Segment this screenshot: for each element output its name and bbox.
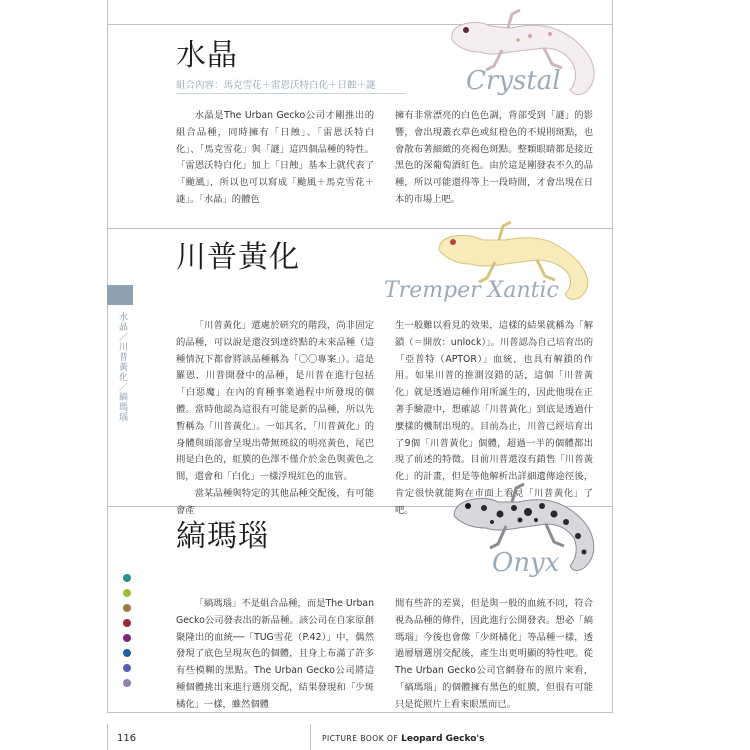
- section-title-tremper: 川普黃化: [176, 240, 300, 275]
- paragraph: 當某品種與特定的其他品種交配後，有可能會產: [176, 487, 374, 516]
- paragraph: 「縞瑪瑙」不是組合品種，而是The Urban Gecko公司發表出的新品種。該公司在自家原創聚隆出的血統──「TUG雪花（P.42）」中，偶然發現了底色呈現灰色的個體，且身上布滿了許多有些模糊的黑點。The Urban Gecko公司將這種個體挑出來進行選別交配，結果發現和「少斑橘化」一樣，雖然個體: [176, 598, 374, 710]
- color-dot: [123, 589, 131, 597]
- script-label-crystal: Crystal: [466, 66, 561, 96]
- chapter-tab-icon: [107, 285, 133, 305]
- color-dot: [123, 649, 131, 657]
- color-dot: [123, 664, 131, 672]
- paragraph: 擁有非常漂亮的白色色調，背部受到「謎」的影響，會出現叢衣草色或紅橙色的不規則斑點，也會散布著細緻的亮褐色斑點。整顆眼睛都是接近黑色的深葡萄酒紅色。由於這是剛發表不久的品種，所以可能還得等上一段時間，才會出現在日本的市場上吧。: [395, 110, 593, 205]
- body-text-tremper-col1: [176, 318, 374, 520]
- section-title-crystal: 水晶: [176, 38, 238, 73]
- chapter-side-label: 水晶／川普黃化／縞瑪瑙: [117, 312, 127, 422]
- body-text-onyx-col1: [176, 596, 374, 714]
- paragraph: 間有些許的差異，但是與一般的血統不同，符合視為品種的條件，因此進行公開發表。想必「縞瑪瑙」今後也會像「少斑橘化」等品種一樣，透過層層選別交配後，產生出更明顯的特性吧。從The Urban Gecko公司官網發布的照片來看，「縞瑪瑙」的個體擁有黑色的虹膜，但很有可能只是從照片上看來眼黑而已。: [395, 598, 593, 710]
- page-number: 116: [117, 733, 137, 744]
- book-title-prefix: PICTURE BOOK OF: [322, 734, 399, 743]
- book-title: [322, 734, 485, 744]
- left-margin-rule: [107, 0, 108, 712]
- color-dot: [123, 679, 131, 687]
- color-dot: [123, 574, 131, 582]
- right-margin-rule: [612, 0, 613, 712]
- script-label-tremper: Tremper Xantic: [384, 278, 559, 303]
- color-dot: [123, 604, 131, 612]
- color-dot-index: [123, 574, 133, 694]
- color-dot: [123, 619, 131, 627]
- paragraph: 生一般難以看見的效果，這樣的結果就稱為「解鎖（＝開放：unlock）」。川普認為自己培育出的「亞普特（APTOR）」血統，也具有解鎖的作用。如果川普的推測沒錯的話，這個「川普黃化」就是透過這種作用所誕生的，因此他現在正著手驗證中，想確認「川普黃化」到底是透過什麼樣的機制出現的。目前為止，川普已經培育出了9個「川普黃化」個體，超過一半的個體都出現了前述的特徵。目前川普還沒有銷售「川普黃化」的計畫，但是等他解析出詳細遺傳途徑後，肯定很快就能夠在市面上看見「川普黃化」了吧。: [395, 320, 593, 516]
- combo-text-crystal: 組合內容：馬克雪花＋雷恩沃特白化＋日蝕＋謎: [176, 80, 376, 91]
- script-label-onyx: Onyx: [492, 548, 560, 578]
- footer-rule: [107, 712, 613, 713]
- color-dot: [123, 634, 131, 642]
- section-title-onyx: 縞瑪瑙: [176, 519, 269, 554]
- paragraph: 「川普黃化」還處於研究的階段，尚非固定的品種，可以說是還沒到達終點的未來品種（這種情況下都會將該品種稱為「〇〇專案」）。這是羅恩．川普開發中的品種，是川普在進行包括「白惡魔」在內的育種事業過程中所發現的個體。當時他認為這很有可能是新的品種，所以先暫稱為「川普黃化」。一如其名，「川普黃化」的身體與頭部會呈現出帶無斑紋的明亮黃色，尾巴則是白色的，虹膜的色澤不僅介於金色與黃色之間，還會和「白化」一樣浮現紅色的血管。: [176, 320, 374, 483]
- footer-separator: [310, 724, 311, 750]
- body-text-onyx-col2: [395, 596, 593, 714]
- book-title-name: Leopard Gecko's: [401, 734, 485, 744]
- combo-underline: [176, 93, 406, 94]
- footer-separator: [107, 724, 108, 750]
- body-text-crystal-col1: [176, 108, 374, 209]
- paragraph: 水晶是The Urban Gecko公司才剛推出的組合品種，同時擁有「日蝕」、「雷恩沃特白化」、「馬克雪花」與「謎」這四個品種的特性。「雷恩沃特白化」加上「日蝕」基本上就代表了「颱風」，所以也可以寫成「颱風＋馬克雪花＋謎」。「水晶」的體色: [176, 110, 374, 205]
- body-text-crystal-col2: [395, 108, 593, 209]
